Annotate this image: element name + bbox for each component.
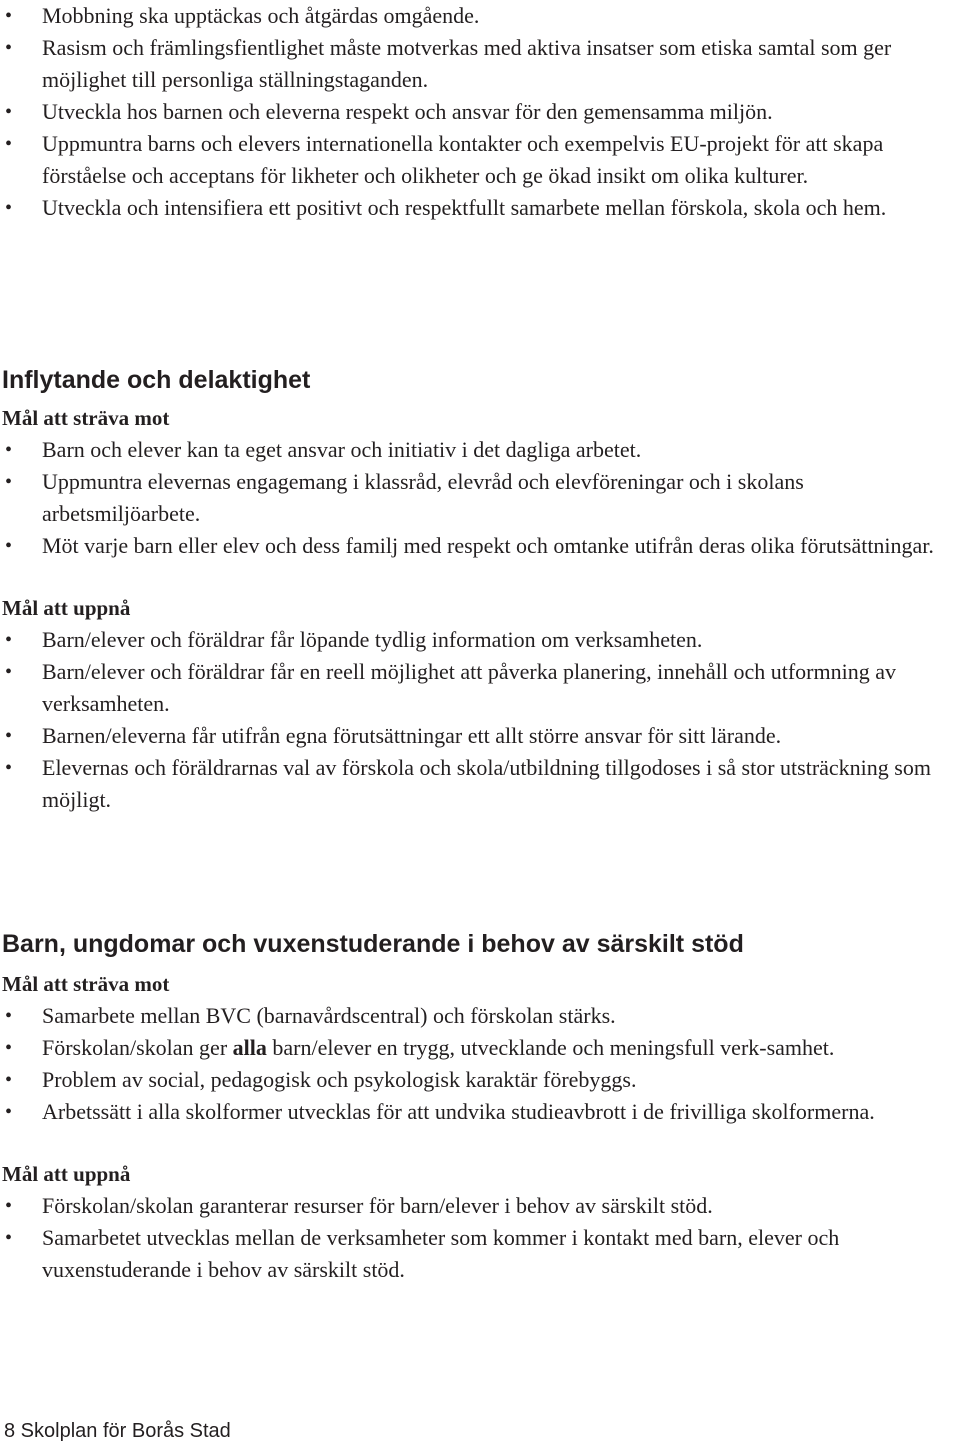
bullet-icon: •: [5, 535, 13, 557]
list-item: [0, 96, 960, 128]
list-item: [0, 624, 960, 656]
list-item-text: Barn och elever kan ta eget ansvar och initiativ i det dagliga arbetet.: [42, 437, 642, 462]
list-item-text: Arbetssätt i alla skolformer utvecklas för att undvika studieavbrott i de frivilliga skolformerna.: [42, 1099, 875, 1124]
list-item: [0, 466, 960, 530]
bullet-icon: •: [5, 1195, 13, 1217]
bullet-icon: •: [5, 197, 13, 219]
list-item: [0, 128, 960, 192]
page-footer: 8 Skolplan för Borås Stad: [4, 1420, 231, 1442]
list-item-text: Utveckla och intensifiera ett positivt och respektfullt samarbete mellan förskola, skola och hem.: [42, 195, 887, 220]
bullet-icon: •: [5, 471, 13, 493]
list-item-text: Utveckla hos barnen och eleverna respekt och ansvar för den gemensamma miljön.: [42, 99, 773, 124]
text-segment: barn/elever en trygg, utvecklande och meningsfull verk-samhet.: [266, 1035, 835, 1060]
bullet-icon: •: [5, 1037, 13, 1059]
bullet-icon: •: [5, 725, 13, 747]
list-item-text: Elevernas och föräldrarnas val av förskola och skola/utbildning tillgodoses i så stor utsträckning som möjligt.: [42, 755, 931, 812]
section-heading: Inflytande och delaktighet: [2, 366, 311, 394]
list-item-text: Problem av social, pedagogisk och psykologisk karaktär förebyggs.: [42, 1067, 637, 1092]
influence-section: [0, 364, 960, 816]
bullet-icon: •: [5, 661, 13, 683]
list-item-text: Barn/elever och föräldrar får en reell möjlighet att påverka planering, innehåll och utformning av verksamheten.: [42, 659, 896, 716]
list-item: [0, 530, 960, 562]
bullet-icon: •: [5, 1101, 13, 1123]
achieve-heading: Mål att uppnå: [2, 1162, 131, 1186]
list-item-text: Samarbete mellan BVC (barnavårdscentral) och förskolan stärks.: [42, 1003, 616, 1028]
list-item-text: [42, 1035, 834, 1060]
bullet-icon: •: [5, 1227, 13, 1249]
bullet-icon: •: [5, 101, 13, 123]
special-needs-section: [0, 928, 960, 1286]
list-item: [0, 0, 960, 32]
strive-list: [0, 434, 960, 562]
list-item: [0, 720, 960, 752]
list-item: [0, 1190, 960, 1222]
list-item: [0, 1000, 960, 1032]
list-item: [0, 656, 960, 720]
list-item-text: Rasism och främlingsfientlighet måste motverkas med aktiva insatser som etiska samtal som ger möjlighet till personliga ställningstaganden.: [42, 35, 892, 92]
strive-heading: Mål att sträva mot: [2, 406, 170, 430]
achieve-heading: Mål att uppnå: [2, 596, 131, 620]
text-segment: Förskolan/skolan ger: [42, 1035, 233, 1060]
bullet-icon: •: [5, 1005, 13, 1027]
bullet-icon: •: [5, 757, 13, 779]
intro-list: [0, 0, 960, 224]
list-item-text: Uppmuntra elevernas engagemang i klassråd, elevråd och elevföreningar och i skolans arbetsmiljöarbete.: [42, 469, 804, 526]
list-item: [0, 1064, 960, 1096]
list-item-text: Barn/elever och föräldrar får löpande tydlig information om verksamheten.: [42, 627, 703, 652]
list-item: [0, 1032, 960, 1064]
list-item-text: Förskolan/skolan garanterar resurser för barn/elever i behov av särskilt stöd.: [42, 1193, 713, 1218]
list-item-text: Uppmuntra barns och elevers internationella kontakter och exempelvis EU-projekt för att skapa förståelse och acceptans för likheter och olikheter och ge ökad insikt om olika kulturer.: [42, 131, 884, 188]
list-item-text: Barnen/eleverna får utifrån egna förutsättningar ett allt större ansvar för sitt lärande.: [42, 723, 782, 748]
bullet-icon: •: [5, 629, 13, 651]
bullet-icon: •: [5, 5, 13, 27]
bullet-icon: •: [5, 133, 13, 155]
emphasis-text: alla: [232, 1035, 267, 1060]
list-item: [0, 192, 960, 224]
list-item-text: Mobbning ska upptäckas och åtgärdas omgående.: [42, 3, 480, 28]
list-item-text: Samarbetet utvecklas mellan de verksamheter som kommer i kontakt med barn, elever och vuxenstuderande i behov av särskilt stöd.: [42, 1225, 840, 1282]
strive-list: [0, 1000, 960, 1128]
list-item: [0, 1096, 960, 1128]
bullet-icon: •: [5, 439, 13, 461]
list-item: [0, 752, 960, 816]
list-item: [0, 32, 960, 96]
achieve-list: [0, 1190, 960, 1286]
list-item-text: Möt varje barn eller elev och dess familj med respekt och omtanke utifrån deras olika förutsättningar.: [42, 533, 934, 558]
bullet-icon: •: [5, 1069, 13, 1091]
list-item: [0, 434, 960, 466]
strive-heading: Mål att sträva mot: [2, 972, 170, 996]
achieve-list: [0, 624, 960, 816]
bullet-icon: •: [5, 37, 13, 59]
section-heading: Barn, ungdomar och vuxenstuderande i behov av särskilt stöd: [2, 930, 744, 958]
list-item: [0, 1222, 960, 1286]
intro-section: [0, 0, 960, 224]
